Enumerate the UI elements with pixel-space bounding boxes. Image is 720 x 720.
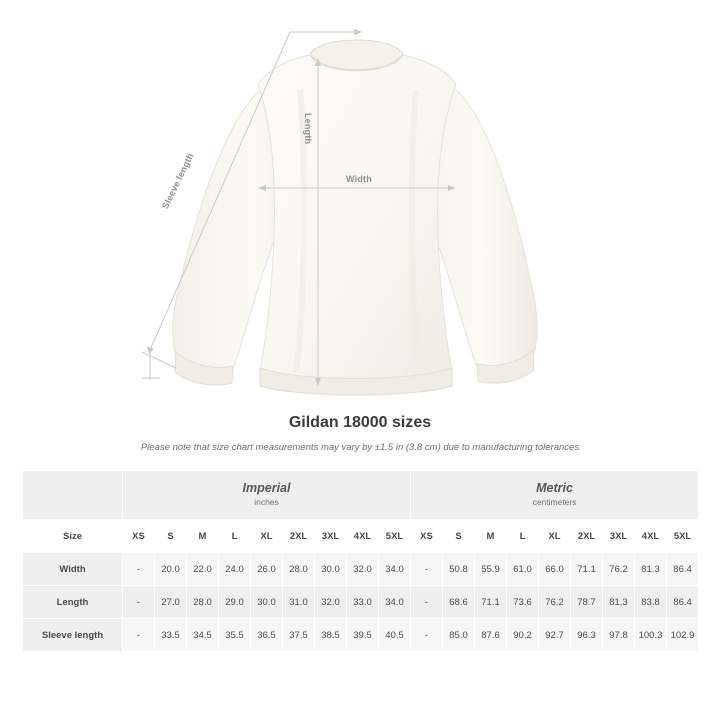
- cell-length-imperial-2xl: 31.0: [283, 586, 315, 619]
- cell-length-metric-2xl: 78.7: [571, 586, 603, 619]
- cell-sleeve-imperial-l: 35.5: [219, 619, 251, 652]
- unit-header-row: [23, 471, 699, 520]
- col-head-metric-2xl: 2XL: [571, 520, 603, 553]
- col-head-metric-3xl: 3XL: [603, 520, 635, 553]
- cell-width-metric-xl: 66.0: [539, 553, 571, 586]
- cell-width-metric-s: 50.8: [443, 553, 475, 586]
- cell-sleeve-imperial-s: 33.5: [155, 619, 187, 652]
- cell-length-imperial-xl: 30.0: [251, 586, 283, 619]
- cell-width-imperial-2xl: 28.0: [283, 553, 315, 586]
- col-head-metric-5xl: 5XL: [667, 520, 699, 553]
- corner-cell: [23, 471, 123, 520]
- size-header-row: [23, 520, 699, 553]
- cell-length-metric-xs: -: [411, 586, 443, 619]
- col-head-imperial-4xl: 4XL: [347, 520, 379, 553]
- cell-width-metric-4xl: 81.3: [635, 553, 667, 586]
- cell-sleeve-imperial-4xl: 39.5: [347, 619, 379, 652]
- metric-subtitle: centimeters: [532, 497, 577, 507]
- cell-length-metric-s: 68.6: [443, 586, 475, 619]
- table-row: [23, 553, 699, 586]
- width-label: Width: [346, 174, 372, 184]
- table-row: [23, 586, 699, 619]
- cell-length-imperial-l: 29.0: [219, 586, 251, 619]
- cell-width-imperial-xl: 26.0: [251, 553, 283, 586]
- size-table: [22, 470, 699, 652]
- page-title: Gildan 18000 sizes: [288, 414, 432, 431]
- cell-sleeve-imperial-3xl: 38.5: [315, 619, 347, 652]
- cell-width-imperial-xs: -: [123, 553, 155, 586]
- cell-length-imperial-4xl: 33.0: [347, 586, 379, 619]
- cell-width-metric-2xl: 71.1: [571, 553, 603, 586]
- row-label-width: Width: [23, 553, 123, 586]
- cell-length-imperial-m: 28.0: [187, 586, 219, 619]
- cell-width-imperial-4xl: 32.0: [347, 553, 379, 586]
- col-head-metric-m: M: [475, 520, 507, 553]
- imperial-subtitle: inches: [254, 497, 279, 507]
- col-head-imperial-2xl: 2XL: [283, 520, 315, 553]
- title-block: [0, 414, 720, 453]
- cell-length-imperial-3xl: 32.0: [315, 586, 347, 619]
- cell-length-imperial-s: 27.0: [155, 586, 187, 619]
- cell-sleeve-metric-s: 85.0: [443, 619, 475, 652]
- cell-sleeve-imperial-xs: -: [123, 619, 155, 652]
- length-label: Length: [303, 113, 313, 145]
- sleeve-arrow-top: [354, 29, 362, 35]
- cell-width-metric-m: 55.9: [475, 553, 507, 586]
- cell-length-metric-m: 71.1: [475, 586, 507, 619]
- cell-sleeve-imperial-2xl: 37.5: [283, 619, 315, 652]
- col-head-metric-s: S: [443, 520, 475, 553]
- cell-sleeve-metric-2xl: 96.3: [571, 619, 603, 652]
- cell-length-metric-xl: 76.2: [539, 586, 571, 619]
- cell-sleeve-metric-4xl: 100.3: [635, 619, 667, 652]
- cell-sleeve-metric-xl: 92.7: [539, 619, 571, 652]
- cell-length-imperial-5xl: 34.0: [379, 586, 411, 619]
- cell-sleeve-metric-m: 87.6: [475, 619, 507, 652]
- size-table-wrapper: [22, 470, 698, 652]
- cell-width-imperial-l: 24.0: [219, 553, 251, 586]
- body: [258, 55, 456, 383]
- col-head-imperial-s: S: [155, 520, 187, 553]
- metric-title: Metric: [536, 481, 573, 495]
- sleeve-bottom-tick: [142, 352, 176, 368]
- cell-sleeve-metric-5xl: 102.9: [667, 619, 699, 652]
- col-head-metric-xl: XL: [539, 520, 571, 553]
- row-label-sleeve-length: Sleeve length: [23, 619, 123, 652]
- cell-width-metric-3xl: 76.2: [603, 553, 635, 586]
- cell-width-imperial-s: 20.0: [155, 553, 187, 586]
- col-head-imperial-xl: XL: [251, 520, 283, 553]
- cell-sleeve-imperial-5xl: 40.5: [379, 619, 411, 652]
- cell-sleeve-metric-3xl: 97.8: [603, 619, 635, 652]
- tolerance-note: Please note that size chart measurements may vary by ±1.5 in (3.8 cm) due to manufacturing tolerances: [140, 442, 580, 453]
- size-header-cell: Size: [23, 520, 123, 553]
- cell-sleeve-metric-l: 90.2: [507, 619, 539, 652]
- cell-width-metric-l: 61.0: [507, 553, 539, 586]
- cell-length-imperial-xs: -: [123, 586, 155, 619]
- cell-sleeve-imperial-m: 34.5: [187, 619, 219, 652]
- cell-width-imperial-m: 22.0: [187, 553, 219, 586]
- col-head-imperial-3xl: 3XL: [315, 520, 347, 553]
- cell-length-metric-3xl: 81.3: [603, 586, 635, 619]
- cell-width-metric-5xl: 86.4: [667, 553, 699, 586]
- cell-width-imperial-3xl: 30.0: [315, 553, 347, 586]
- col-head-metric-xs: XS: [411, 520, 443, 553]
- table-row: [23, 619, 699, 652]
- row-label-length: Length: [23, 586, 123, 619]
- col-head-metric-l: L: [507, 520, 539, 553]
- col-head-metric-4xl: 4XL: [635, 520, 667, 553]
- col-head-imperial-xs: XS: [123, 520, 155, 553]
- cell-length-metric-5xl: 86.4: [667, 586, 699, 619]
- imperial-header: [123, 471, 411, 520]
- imperial-title: Imperial: [242, 481, 291, 495]
- cell-length-metric-l: 73.6: [507, 586, 539, 619]
- cell-length-metric-4xl: 83.8: [635, 586, 667, 619]
- cell-sleeve-metric-xs: -: [411, 619, 443, 652]
- col-head-imperial-5xl: 5XL: [379, 520, 411, 553]
- cell-sleeve-imperial-xl: 36.5: [251, 619, 283, 652]
- metric-header: [411, 471, 699, 520]
- col-head-imperial-l: L: [219, 520, 251, 553]
- cell-width-imperial-5xl: 34.0: [379, 553, 411, 586]
- sleeve-length-label: Sleeve length: [160, 151, 196, 211]
- col-head-imperial-m: M: [187, 520, 219, 553]
- cell-width-metric-xs: -: [411, 553, 443, 586]
